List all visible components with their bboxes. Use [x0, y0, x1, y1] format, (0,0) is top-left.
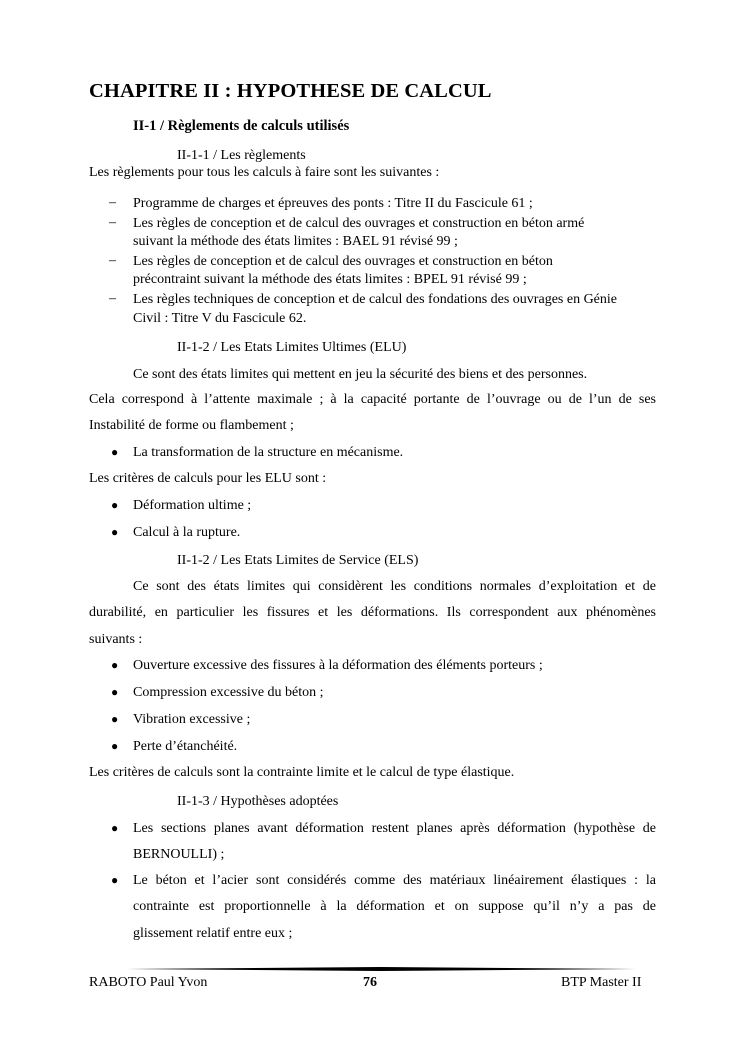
dash-marker: – — [109, 215, 116, 230]
els-bullet-4: Perte d’étanchéité. — [133, 739, 238, 754]
elu-paragraph-2: Cela correspond à l’attente maximale ; à la capacité portante de l’ouvrage ou de l’un de ses — [89, 392, 656, 407]
reglement-item-1: Programme de charges et épreuves des ponts : Titre II du Fascicule 61 ; — [133, 196, 533, 211]
bullet-marker: ● — [111, 821, 119, 835]
els-criteria: Les critères de calculs sont la contrainte limite et le calcul de type élastique. — [89, 765, 515, 780]
bullet-marker: ● — [111, 445, 119, 459]
footer-page-number: 76 — [363, 975, 377, 990]
dash-marker: – — [109, 253, 116, 268]
els-bullet-3: Vibration excessive ; — [133, 712, 251, 727]
bullet-marker: ● — [111, 712, 119, 726]
hypothese-1-cont: BERNOULLI) ; — [133, 847, 225, 862]
elu-paragraph-1: Ce sont des états limites qui mettent en jeu la sécurité des biens et des personnes. — [133, 367, 588, 382]
els-paragraph-3: suivants : — [89, 632, 143, 647]
section-title: II-1 / Règlements de calculs utilisés — [133, 118, 350, 134]
footer-program: BTP Master II — [561, 975, 642, 990]
dash-marker: – — [109, 291, 116, 306]
hypothese-2-cont: contrainte est proportionnelle à la déformation et on suppose qu’il n’y a pas de — [133, 899, 656, 914]
reglement-item-2: Les règles de conception et de calcul des ouvrages et construction en béton armé — [133, 216, 585, 231]
footer-author: RABOTO Paul Yvon — [89, 975, 208, 990]
reglement-item-3-cont: précontraint suivant la méthode des états limites : BPEL 91 révisé 99 ; — [133, 272, 527, 287]
bullet-marker: ● — [111, 525, 119, 539]
elu-paragraph-3: Instabilité de forme ou flambement ; — [89, 418, 294, 433]
footer-rule — [120, 967, 640, 971]
els-bullet-1: Ouverture excessive des fissures à la déformation des éléments porteurs ; — [133, 658, 543, 673]
bullet-marker: ● — [111, 658, 119, 672]
bullet-marker: ● — [111, 739, 119, 753]
hypothese-2: Le béton et l’acier sont considérés comme des matériaux linéairement élastiques : la — [133, 873, 656, 888]
subsection-heading-reglements: II-1-1 / Les règlements — [177, 148, 306, 163]
elu-criterion-2: Calcul à la rupture. — [133, 525, 241, 540]
els-bullet-2: Compression excessive du béton ; — [133, 685, 324, 700]
reglement-item-2-cont: suivant la méthode des états limites : BAEL 91 révisé 99 ; — [133, 234, 458, 249]
reglement-item-4: Les règles techniques de conception et de calcul des fondations des ouvrages en Génie — [133, 292, 617, 307]
hypothese-1: Les sections planes avant déformation restent planes après déformation (hypothèse de — [133, 821, 656, 836]
hypothese-2-cont-2: glissement relatif entre eux ; — [133, 926, 293, 941]
elu-heading: II-1-2 / Les Etats Limites Ultimes (ELU) — [177, 340, 407, 355]
bullet-marker: ● — [111, 685, 119, 699]
elu-criterion-1: Déformation ultime ; — [133, 498, 252, 513]
els-paragraph-1: Ce sont des états limites qui considèrent les conditions normales d’exploitation et de — [133, 579, 656, 594]
reglement-item-4-cont: Civil : Titre V du Fascicule 62. — [133, 311, 307, 326]
hypotheses-heading: II-1-3 / Hypothèses adoptées — [177, 794, 339, 809]
dash-marker: – — [109, 195, 116, 210]
bullet-marker: ● — [111, 873, 119, 887]
reglement-item-3: Les règles de conception et de calcul des ouvrages et construction en béton — [133, 254, 553, 269]
elu-criteria-intro: Les critères de calculs pour les ELU sont : — [89, 471, 327, 486]
reglements-intro: Les règlements pour tous les calculs à faire sont les suivantes : — [89, 165, 440, 180]
chapter-title: CHAPITRE II : HYPOTHESE DE CALCUL — [89, 80, 492, 102]
els-heading: II-1-2 / Les Etats Limites de Service (ELS) — [177, 553, 419, 568]
bullet-marker: ● — [111, 498, 119, 512]
elu-bullet-mecanisme: La transformation de la structure en mécanisme. — [133, 445, 404, 460]
els-paragraph-2: durabilité, en particulier les fissures et les déformations. Ils correspondent aux phénomènes — [89, 605, 656, 620]
